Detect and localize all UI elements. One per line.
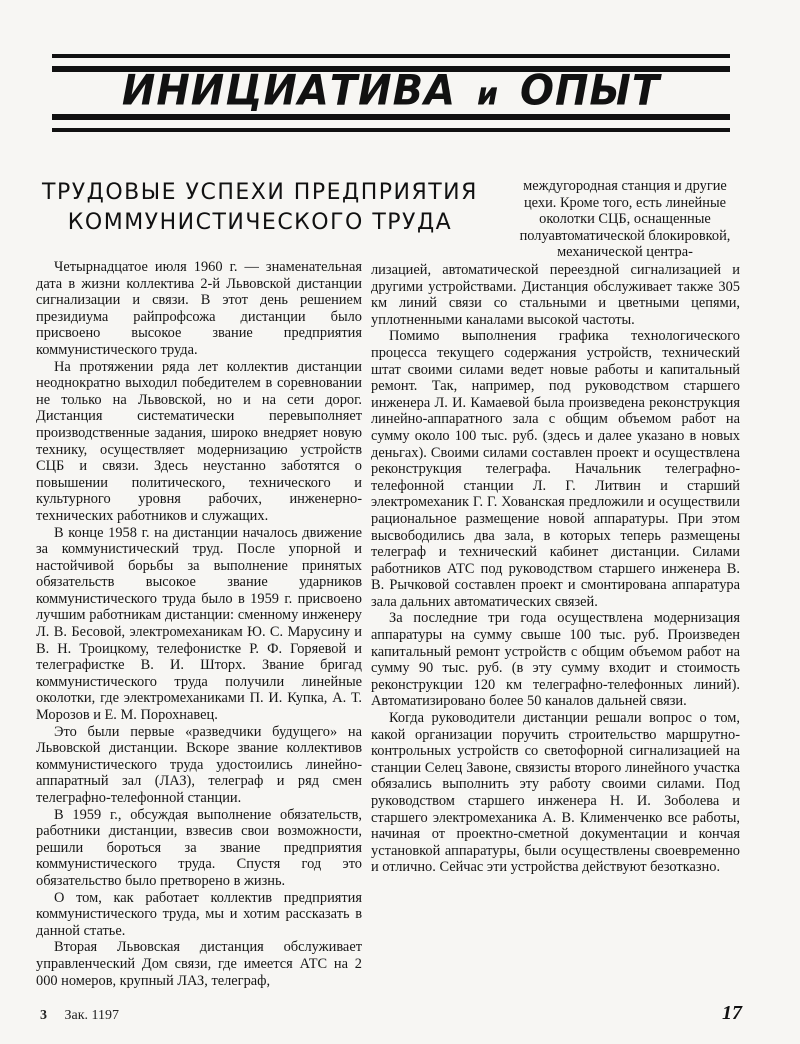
right-paragraph: Когда руководители дистанции решали вопрос о том, какой организации поручить строительство маршрутно-контрольных устройств со светофорной сигнализацией на станции Селец Завоне, связисты второго линейного участка обязались выполнить эту работу своими силами. Под руководством старшего инженера Н. И. Зоболева и старшего электромеханика А. В. Клименченко все работы, начиная от проектно-сметной документации и кончая установкой аппаратуры, были осуществлены своевременно и отлично. Сейчас эти устройства действуют безотказно. (371, 710, 740, 876)
right-paragraph: лизацией, автоматической переездной сигнализацией и другими устройствами. Дистанция обслуживает также 305 км линий связи со стальными и цветными цепями, уплотненными каналами высокой частоты. (371, 262, 740, 328)
left-paragraph: В 1959 г., обсуждая выполнение обязательств, работники дистанции, взвесив свои возможности, решили бороться за звание предприятия коммунистического труда. Спустя год это обязательство было претворено в жизнь. (36, 806, 362, 889)
left-paragraph: О том, как работает коллектив предприятия коммунистического труда, мы и хотим рассказать в данной статье. (36, 889, 362, 939)
right-column-top (510, 178, 740, 261)
left-paragraph: На протяжении ряда лет коллектив дистанции неоднократно выходил победителем в соревновании не только на Львовской, но и на сети дорог. Дистанция систематически перевыполняет производственные задания, широко внедряет новую технику, осуществляет модернизацию устройств СЦБ и связи. Здесь неустанно заботятся о повышении политического, технического и культурного уровня рабочих, инженерно-технических работников и служащих. (36, 358, 362, 524)
right-column (371, 262, 740, 876)
left-paragraph: Это были первые «разведчики будущего» на Львовской дистанции. Вскоре звание коллективов коммунистического труда удостоились линейно-аппаратный зал (ЛАЗ), телеграф и ряд смен телеграфно-телефонной станции. (36, 723, 362, 806)
print-footer (40, 1008, 119, 1024)
section-title-conjunction: и (476, 76, 499, 113)
order-number: Зак. 1197 (64, 1008, 120, 1023)
section-title-part1: ИНИЦИАТИВА (121, 66, 457, 116)
section-title (52, 67, 730, 120)
page-number: 17 (722, 1002, 742, 1024)
left-column (36, 259, 362, 989)
right-paragraph: За последние три года осуществлена модернизация аппаратуры на сумму свыше 100 тыс. руб. Произведен капитальный ремонт устройств с общим объемом работ на сумму 90 тыс. руб. (в эту сумму входит и стоимость реконструкции 120 км телеграфно-телефонных линий). Автоматизировано более 50 каналов дальней связи. (371, 610, 740, 710)
sheet-number: 3 (40, 1008, 47, 1023)
article-title-line2: КОММУНИСТИЧЕСКОГО ТРУДА (67, 210, 453, 235)
left-paragraph: В конце 1958 г. на дистанции началось движение за коммунистический труд. После упорной и настойчивой борьбы за выполнение принятых обязательств высокое звание ударников коммунистического труда было в 1959 г. присвоено лучшим работникам дистанции: сменному инженеру Л. В. Бесовой, электромеханикам Ю. С. Марусину и В. Н. Троицкому, телефонистке Р. Ф. Горяевой и телеграфистке В. И. Шторх. Звание бригад коммунистического труда получили линейные околотки, где электромеханиками П. И. Купка, А. Т. Морозов и Е. М. Порохнавец. (36, 524, 362, 724)
right-top-text: междугородная станция и другие цехи. Кроме того, есть линейные околотки СЦБ, оснащенные полуавтоматической блокировкой, механической центра- (519, 178, 731, 261)
section-title-part2: ОПЫТ (519, 66, 661, 116)
left-paragraph: Вторая Львовская дистанция обслуживает управленческий Дом связи, где имеется АТС на 2 000 номеров, крупный ЛАЗ, телеграф, (36, 939, 362, 989)
section-banner (52, 54, 730, 132)
article-title (20, 178, 500, 238)
left-paragraph: Четырнадцатое июля 1960 г. — знаменательная дата в жизни коллектива 2-й Львовской дистанции сигнализации и связи. В этот день решением президиума райпрофсожа дистанции было присвоено высокое звание предприятия коммунистического труда. (36, 259, 362, 358)
right-paragraph: Помимо выполнения графика технологического процесса текущего содержания устройств, технический штат своими силами ведет новые работы и капитальный ремонт. Так, например, под руководством старшего инженера Л. И. Камаевой была произведена реконструкция линейно-аппаратного зала с общим объемом работ на сумму около 100 тыс. руб. (здесь и далее указано в новых деньгах). Своими силами составлен проект и осуществлена реконструкция телеграфа. Начальник телеграфно-телефонной станции Л. Г. Литвин и старший электромеханик Г. Г. Хованская предложили и осуществили рациональное размещение новой аппаратуры. При этом высвободились два зала, в которых теперь размещены телеграф и технический кабинет дистанции. Силами работников АТС под руководством старшего инженера В. В. Рычковой составлен проект и смонтирована аппаратура зала дальних автоматических связей. (371, 328, 740, 610)
article-title-line1: ТРУДОВЫЕ УСПЕХИ ПРЕДПРИЯТИЯ (42, 180, 478, 205)
